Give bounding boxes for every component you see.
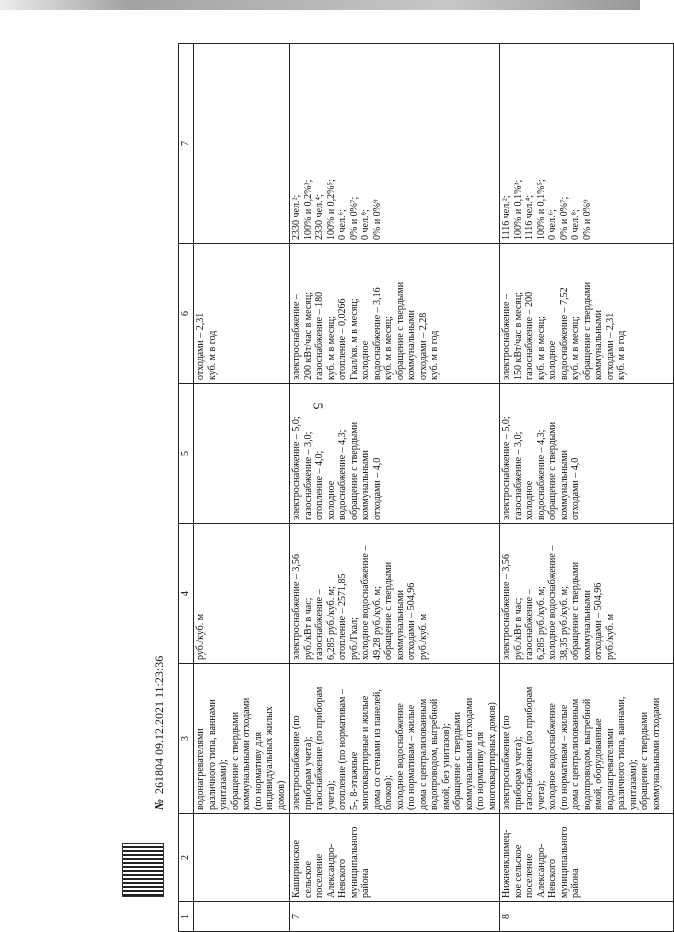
column-header: 7 [179, 44, 194, 244]
population-cell: 2330 чел.²; 100% и 0,2%³; 2330 чел.⁴; 100% и 0,2%⁵; 0 чел.⁶; 0% и 0%⁷; 0 чел.⁸; 0% и 0%⁹ [290, 44, 500, 244]
table-row [500, 44, 674, 932]
tariffs-cell: электроснабжение – 3,56 руб./кВт в час; газоснабжение – 6,285 руб./куб. м; холодное водоснабжение – 38,35 руб./куб. м; обращение с твердыми коммунальными отходами – 504,96 руб./куб. м [500, 524, 674, 664]
row-number [194, 902, 290, 932]
municipality-cell [194, 814, 290, 902]
table-row [194, 44, 290, 932]
barcode-stamp [122, 843, 164, 897]
table-row [290, 44, 500, 932]
population-cell: 1116 чел.²; 100% и 0,1%³; 1116 чел.⁴; 100% и 0,1%⁵; 0 чел.⁶; 0% и 0%⁷; 0 чел.⁸; 0% и 0%⁹ [500, 44, 674, 244]
index-cell: электроснабжение – 5,0; газоснабжение – 3,0; холодное водоснабжение – 4,3; обращение с твердыми коммунальными отходами – 4,0 [500, 384, 674, 524]
consumption-cell: отходами – 2,31 куб. м в год [194, 244, 290, 384]
municipality-cell: Каширинское сельское поселение Александро- Невского муниципального района [290, 814, 500, 902]
consumption-cell: электроснабжение – 200 кВт/час в месяц; газоснабжение – 180 куб. м в месяц; отопление – 0,0266 Гкал/кв. м в месяц; холодное водоснабжение – 3,16 куб. м в месяц; обращение с твердыми коммунальными отходами – 2,28 куб. м в год [290, 244, 500, 384]
column-header: 5 [179, 384, 194, 524]
index-cell: электроснабжение – 5,0; газоснабжение – 3,0; отопление – 4,0; холодное водоснабжение – 4,3; обращение с твердыми коммунальными отходами – 4,0 [290, 384, 500, 524]
column-header: 6 [179, 244, 194, 384]
scan-edge [0, 0, 640, 10]
services-cell: электроснабжение (по приборам учета); газоснабжение (по приборам учета); холодное водоснабжение (по нормативам – жилые дома с централизованным водопроводом, выгребной ямой, оборудованные водонагревателями различного типа, ваннами, унитазами); обращение с твердыми коммунальными отходами [500, 664, 674, 814]
table-header-row [179, 44, 194, 932]
row-number: 7 [290, 902, 500, 932]
population-cell [194, 44, 290, 244]
column-header: 3 [179, 664, 194, 814]
services-cell: водонагревателями различного типа, ваннами унитазами); обращение с твердыми коммунальными отходами (по нормативу для индивидуальных жилых домов) [194, 664, 290, 814]
column-header: 1 [179, 902, 194, 932]
consumption-cell: электроснабжение – 150 кВт/час в месяц; газоснабжение – 200 куб. м в месяц; холодное водоснабжение – 7,52 куб. м в месяц; обращение с твердыми коммунальными отходами – 2,31 куб. м в год [500, 244, 674, 384]
page-number: 5 [309, 402, 325, 410]
services-cell: электроснабжение (по приборам учета); газоснабжение (по приборам учета); отопление (по нормативам – 5-, 8-этажные многоквартирные и жилые дома со стенами из панелей, блоков); холодное водоснабжение (по нормативам – жилые дома с централизованным водопроводом, выгребной ямой, без унитазов); обращение с твердыми коммунальными отходами (по нормативу для многоквартирных домов) [290, 664, 500, 814]
document-stamp [152, 656, 167, 810]
number-mark: № [152, 799, 166, 810]
tariffs-cell: электроснабжение – 3,56 руб./кВт в час; газоснабжение – 6,285 руб./куб. м; отопление – 2571,85 руб./Гкал; холодное водоснабжение – 49,28 руб./куб. м; обращение с твердыми коммунальными отходами – 504,96 руб./куб. м [290, 524, 500, 664]
document-id: 261804 09.12.2021 11:23:36 [152, 655, 166, 795]
tariff-table [178, 43, 674, 932]
municipality-cell: Нижнеяклимец- кое сельское поселение Александро- Невского муниципального района [500, 814, 674, 902]
column-header: 2 [179, 814, 194, 902]
index-cell [194, 384, 290, 524]
rotated-table-container [178, 44, 662, 932]
column-header: 4 [179, 524, 194, 664]
row-number: 8 [500, 902, 674, 932]
tariffs-cell: руб./куб. м [194, 524, 290, 664]
